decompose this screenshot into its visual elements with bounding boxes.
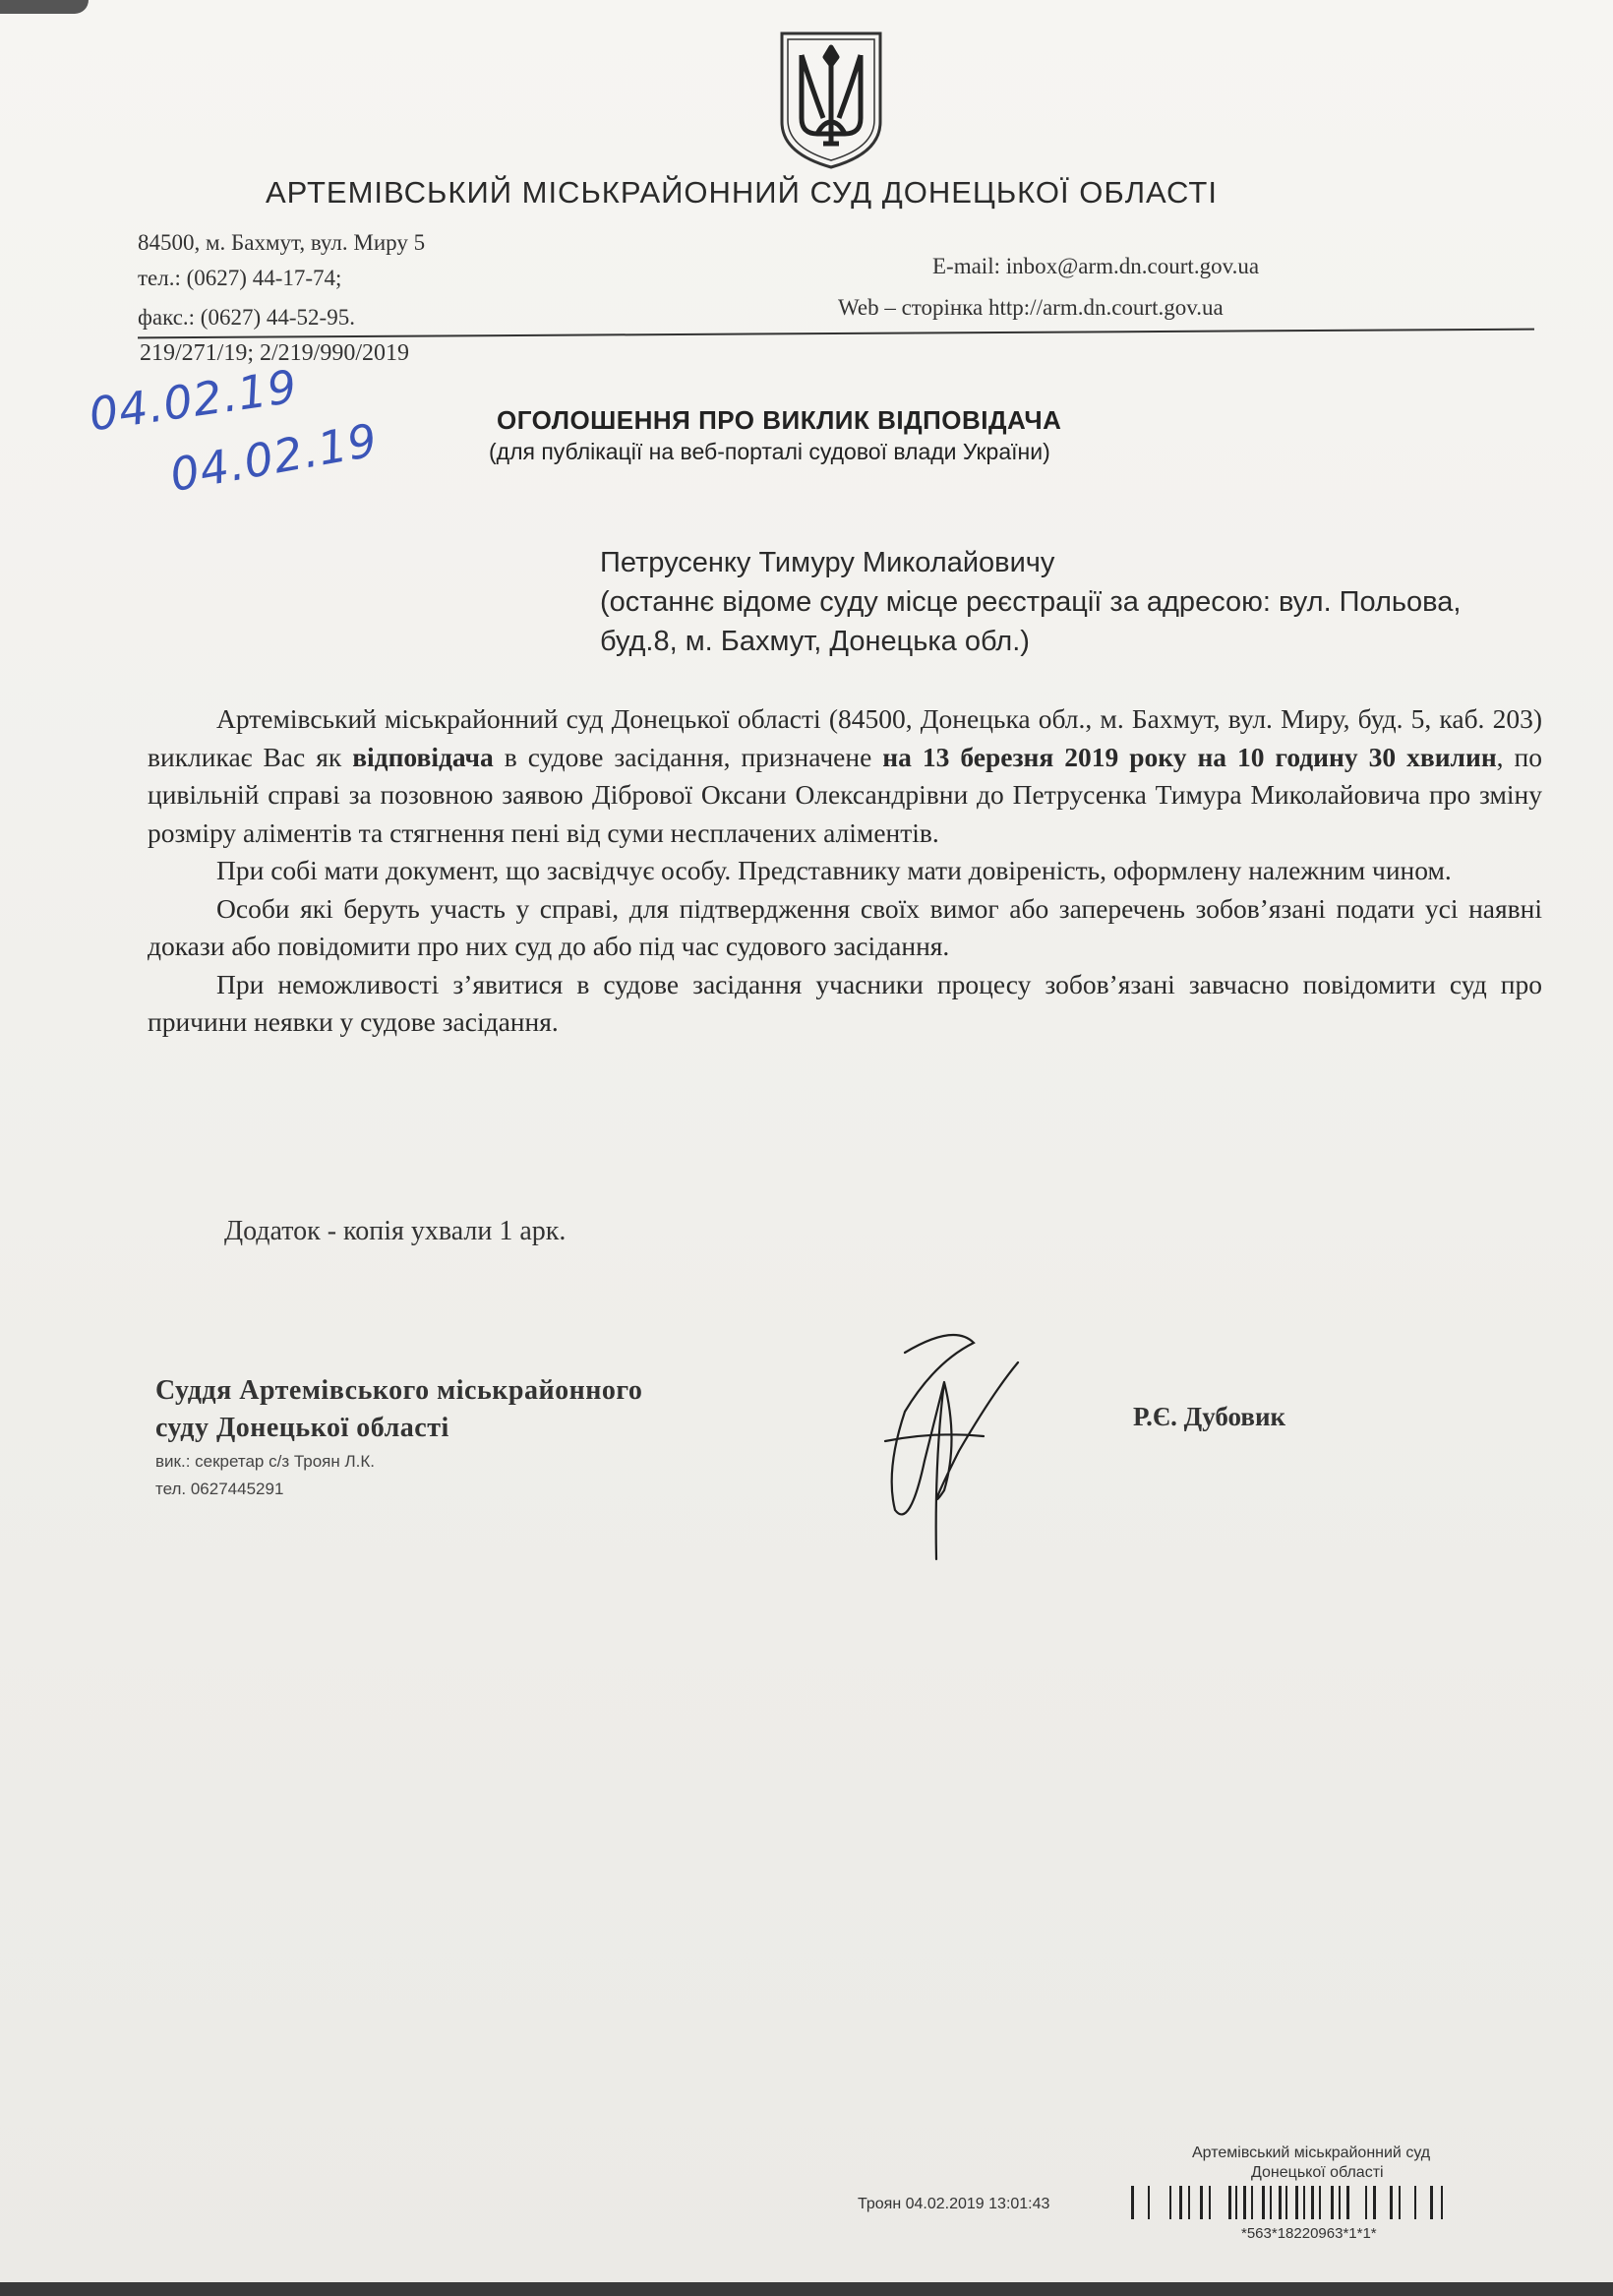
court-name-heading: АРТЕМІВСЬКИЙ МІСЬКРАЙОННИЙ СУД ДОНЕЦЬКОЇ ОБЛАСТІ: [266, 175, 1218, 210]
body-paragraph-2: При собі мати документ, що засвідчує особу. Представнику мати довіреність, оформлену належним чином.: [216, 855, 1452, 885]
body-p1-bold-datetime: на 13 березня 2019 року на 10 годину 30 хвилин: [882, 741, 1497, 772]
body-p1-bold-role: відповідача: [352, 741, 494, 772]
executor-phone: тел. 0627445291: [155, 1480, 284, 1498]
court-address: 84500, м. Бахмут, вул. Миру 5: [138, 230, 426, 255]
notice-title: ОГОЛОШЕННЯ ПРО ВИКЛИК ВІДПОВІДАЧА: [497, 405, 1062, 435]
body-p1-text-c: , по цивільній справі за позовною заявою Дібрової Оксани Олександрівни до Петрусенка Тимура Миколайовича про зміну розміру аліментів та стягнення пені від суми несплачених аліментів.: [148, 741, 1543, 848]
court-website: Web – сторінка http://arm.dn.court.gov.ua: [838, 295, 1224, 320]
judge-signature: [866, 1323, 1023, 1569]
trident-emblem-icon: [774, 28, 888, 171]
judge-title-line2: суду Донецької області: [155, 1413, 449, 1443]
handwritten-date-1: 04.02.19: [86, 359, 301, 442]
executor-name: вик.: секретар с/з Троян Л.К.: [155, 1452, 376, 1471]
court-phone: тел.: (0627) 44-17-74;: [138, 266, 342, 290]
court-fax: факс.: (0627) 44-52-95.: [138, 305, 355, 330]
notice-body: [148, 700, 1542, 1042]
body-paragraph-4: При неможливості з’явитися в судове засідання учасники процесу зобов’язані завчасно повідомити суд про причини неявки у судове засідання.: [148, 968, 1542, 1037]
registration-stamp-court-line2: Донецької області: [1251, 2164, 1384, 2181]
registration-timestamp: Троян 04.02.2019 13:01:43: [858, 2196, 1050, 2212]
recipient-address-line1: (останнє відоме суду місце реєстрації за адресою: вул. Польова,: [600, 586, 1462, 618]
scan-bottom-edge: [0, 2282, 1613, 2296]
barcode-text: *563*18220963*1*1*: [1241, 2225, 1377, 2242]
body-paragraph-3: Особи які беруть участь у справі, для підтвердження своїх вимог або заперечень зобов’язані подати усі наявні докази або повідомити про них суд до або під час судового засідання.: [148, 892, 1542, 961]
judge-title-line1: Суддя Артемівського міськрайонного: [155, 1375, 643, 1406]
scan-edge-shadow: [0, 0, 89, 14]
handwritten-date-2: 04.02.19: [165, 412, 382, 503]
court-email: E-mail: inbox@arm.dn.court.gov.ua: [932, 254, 1260, 278]
body-p1-text-a: Артемівський міськрайонний суд Донецької області (84500, Донецька обл., м. Бахмут, вул. Миру, буд. 5, каб. 203) викликає Вас як: [148, 703, 1542, 772]
registration-barcode: [1131, 2180, 1443, 2219]
registration-stamp-court-line1: Артемівський міськрайонний суд: [1192, 2145, 1431, 2161]
judge-name: Р.Є. Дубовик: [1133, 1402, 1286, 1431]
addendum-note: Додаток - копія ухвали 1 арк.: [224, 1216, 567, 1246]
recipient-address-line2: буд.8, м. Бахмут, Донецька обл.): [600, 626, 1030, 657]
body-p1-text-b: в судове засідання, призначене: [493, 741, 883, 772]
case-numbers: 219/271/19; 2/219/990/2019: [140, 340, 410, 366]
body-paragraph-1: [148, 700, 1542, 852]
recipient-name: Петрусенку Тимуру Миколайовичу: [600, 547, 1055, 578]
notice-subtitle: (для публікації на веб-порталі судової влади України): [489, 439, 1050, 464]
